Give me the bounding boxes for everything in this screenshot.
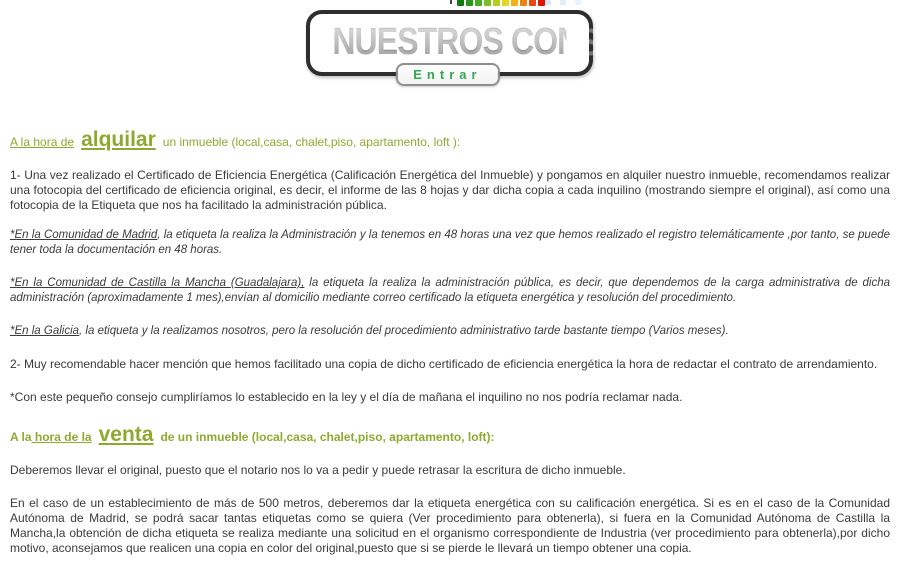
energy-bar <box>538 0 545 6</box>
paragraph-madrid <box>10 228 890 258</box>
faded-bars-icon <box>545 0 581 5</box>
heading-alquilar-rest: un inmueble (local,casa, chalet,piso, apartamento, loft ): <box>162 135 461 149</box>
paragraph-madrid-lead: *En la Comunidad de Madrid <box>10 229 158 241</box>
paragraph-galicia <box>10 324 890 339</box>
title-box <box>306 10 682 82</box>
faded-bar-tick <box>575 0 581 5</box>
energy-bar <box>475 0 482 6</box>
paragraph-galicia-rest: , la etiqueta y la realizamos nosotros, pero la resolución del procedimiento administrativo tarde bastante tiempo (Varios meses). <box>79 325 729 337</box>
energy-rating-bars-icon <box>450 0 545 6</box>
heading-alquilar <box>10 128 890 152</box>
faded-bar-tick <box>560 0 566 5</box>
paragraph-castilla <box>10 276 890 306</box>
paragraph-notario: Deberemos llevar el original, puesto que el notario nos lo va a pedir y puede retrasar la escritura de dicho inmueble. <box>10 463 626 477</box>
faded-bar-tick <box>545 0 551 5</box>
paragraph-madrid-rest: , la etiqueta la realiza la Administración y la tenemos en 48 horas una vez que hemos realizado el registro telemáticamente ,por tanto, se puede tener toda la documentación en 48 horas. <box>10 229 891 256</box>
paragraph-castilla-lead: *En la Comunidad de Castilla la Mancha (Guadalajara), <box>10 277 305 289</box>
heading-venta <box>10 423 890 447</box>
energy-bars-stub <box>450 0 452 4</box>
energy-bar <box>466 0 473 6</box>
energy-bar <box>520 0 527 6</box>
paragraph-galicia-lead: *En la Galicia <box>10 325 80 337</box>
entrar-button[interactable]: Entrar <box>395 63 499 86</box>
heading-venta-rest: de un inmueble (local,casa, chalet,piso, apartamento, loft): <box>160 430 495 444</box>
paragraph-castilla-rest: la etiqueta la realiza la administración pública, es decir, que dependemos de la carga administrativa de dicha administración (aproximadamente 1 mes),envían al domicilio mediante correo certificado la etiqueta energética y resolución del procedimiento. <box>10 277 890 304</box>
paragraph-consejo: *Con este pequeño consejo cumpliríamos lo establecido en la ley y el día de mañana el inquilino no nos podría reclamar nada. <box>10 390 683 404</box>
energy-bar <box>529 0 536 6</box>
heading-venta-mid: hora de la <box>31 430 92 444</box>
page-title: NUESTROS CONSEJOS <box>332 21 682 63</box>
heading-venta-pre: A la <box>10 430 32 444</box>
energy-bar <box>484 0 491 6</box>
paragraph-mencion: 2- Muy recomendable hacer mención que hemos facilitado una copia de dicho certificado de eficiencia energética la hora de redactar el contrato de arrendamiento. <box>10 357 878 371</box>
content <box>0 128 900 556</box>
paragraph-certificado: 1- Una vez realizado el Certificado de Eficiencia Energética (Calificación Energética del Inmueble) y pongamos en alquiler nuestro inmueble, recomendamos realizar una fotocopia del certificado de eficiencia original, es decir, el informe de las 8 hojas y dar dicha copia a cada inquilino (mostrando siempre el original), así como una fotocopia de la Etiqueta que nos ha facilitado la administración pública. <box>10 168 890 212</box>
energy-bar <box>502 0 509 6</box>
paragraph-establecimiento: En el caso de un establecimiento de más de 500 metros, deberemos dar la etiqueta energética con su calificación energética. Si es en el caso de la Comunidad Autónoma de Madrid, se podrá sacar tantas etiquetas como se quiera (Ver procedimiento para obtenerla), si fuera en la Comunidad Autónoma de Castilla la Mancha,la obtención de dicha etiqueta se realiza mediante una solicitud en el organismo correspondiente de Industria (ver procedimiento para obtenerla),por dicho motivo, aconsejamos que realicen una copia en color del original,puesto que si se pierde le llevará un tiempo obtener una copia. <box>10 496 890 555</box>
energy-bar <box>493 0 500 6</box>
heading-alquilar-lead: A la hora de <box>10 135 75 149</box>
header <box>0 0 900 104</box>
energy-bar <box>457 0 464 6</box>
heading-alquilar-keyword: alquilar <box>81 128 156 151</box>
heading-venta-keyword: venta <box>98 423 154 446</box>
energy-bar <box>511 0 518 6</box>
